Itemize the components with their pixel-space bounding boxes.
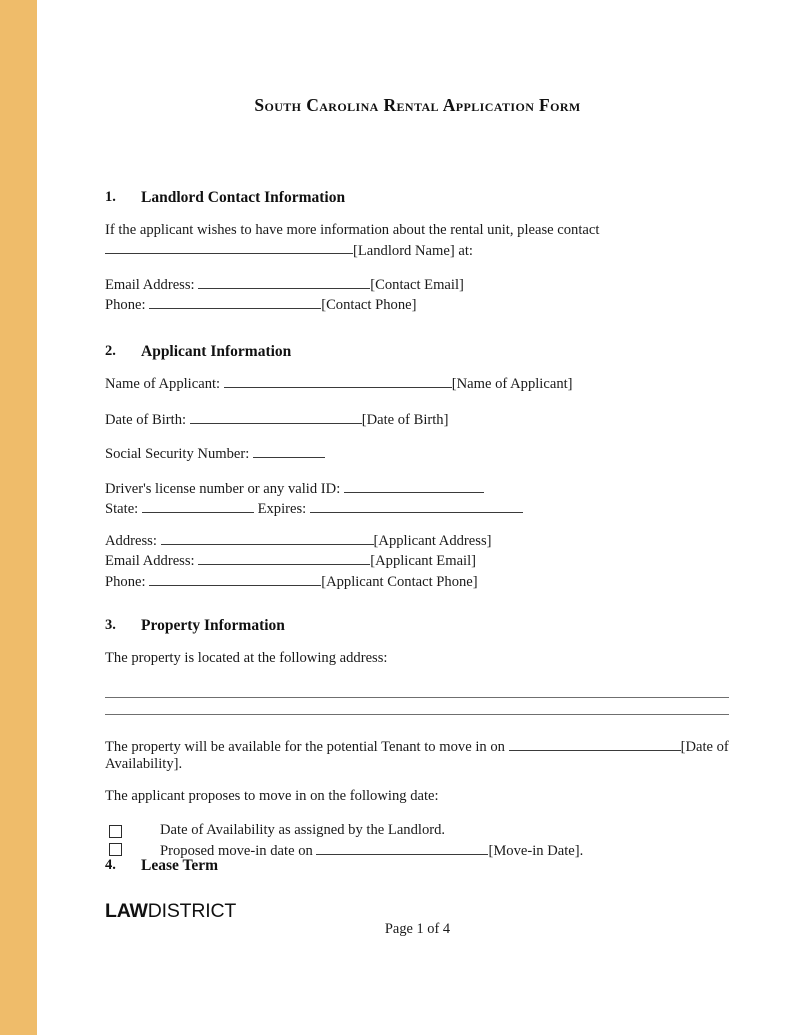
- landlord-phone-tag: [Contact Phone]: [321, 297, 417, 314]
- checkbox-icon[interactable]: [109, 825, 122, 838]
- availability-paragraph: [105, 736, 730, 774]
- logo-law-text: LAW: [105, 900, 148, 922]
- availability-tag-cont: Availability].: [105, 756, 183, 773]
- applicant-ssn-row: [105, 443, 730, 463]
- landlord-email-label: Email Address:: [105, 276, 195, 293]
- section-4-title: Lease Term: [141, 857, 219, 874]
- applicant-address-tag: [Applicant Address]: [373, 532, 492, 549]
- landlord-phone-label: Phone:: [105, 297, 146, 314]
- landlord-contact-block: [105, 274, 730, 315]
- section-1-title: Landlord Contact Information: [141, 189, 346, 206]
- applicant-email-tag: [Applicant Email]: [370, 553, 477, 570]
- applicant-license-block: [105, 478, 730, 519]
- applicant-ssn-label: Social Security Number:: [105, 445, 250, 462]
- landlord-intro-paragraph: [105, 222, 730, 260]
- applicant-dob-blank[interactable]: [190, 409, 362, 424]
- property-address-line-2[interactable]: [105, 714, 729, 715]
- section-2-title: Applicant Information: [141, 343, 292, 360]
- applicant-name-row: [105, 373, 730, 393]
- section-3-number: 3.: [105, 617, 116, 633]
- landlord-email-blank[interactable]: [198, 274, 370, 289]
- property-address-line-1[interactable]: [105, 697, 729, 698]
- applicant-email-label: Email Address:: [105, 553, 195, 570]
- section-4-heading: [105, 856, 730, 875]
- property-address-intro: [105, 650, 730, 668]
- section-1-heading: [105, 188, 730, 207]
- page-number: Page 1 of 4: [384, 921, 451, 937]
- applicant-name-tag: [Name of Applicant]: [451, 375, 573, 392]
- section-3-heading: [105, 616, 730, 635]
- section-2-heading: [105, 342, 730, 361]
- availability-text: The property will be available for the potential Tenant to move in on: [105, 738, 505, 755]
- applicant-state-label: State:: [105, 501, 139, 518]
- availability-tag: [Date of: [680, 738, 729, 755]
- move-in-date-tag: [Move-in Date].: [488, 842, 584, 859]
- applicant-phone-blank[interactable]: [149, 571, 321, 586]
- applicant-address-label: Address:: [105, 532, 157, 549]
- move-in-date-blank[interactable]: [316, 840, 488, 855]
- applicant-state-blank[interactable]: [142, 498, 254, 513]
- move-in-option-availability[interactable]: [105, 822, 730, 840]
- applicant-address-blank[interactable]: [161, 530, 374, 545]
- landlord-name-blank[interactable]: [105, 240, 353, 255]
- applicant-phone-label: Phone:: [105, 573, 146, 590]
- applicant-ssn-blank[interactable]: [253, 443, 325, 458]
- section-1-number: 1.: [105, 189, 116, 205]
- landlord-email-tag: [Contact Email]: [370, 276, 464, 293]
- section-4-number: 4.: [105, 857, 116, 873]
- applicant-name-blank[interactable]: [224, 373, 452, 388]
- page-title: South Carolina Rental Application Form: [254, 95, 581, 115]
- applicant-name-label: Name of Applicant:: [105, 375, 221, 392]
- move-in-option-proposed-label: Proposed move-in date on: [160, 842, 313, 859]
- move-in-option-availability-label: Date of Availability as assigned by the Landlord.: [160, 822, 446, 838]
- applicant-license-label: Driver's license number or any valid ID:: [105, 480, 341, 497]
- applicant-expires-label: Expires:: [257, 501, 307, 518]
- logo-district-text: DISTRICT: [147, 900, 237, 922]
- move-in-options-list: [105, 822, 730, 860]
- applicant-dob-tag: [Date of Birth]: [361, 411, 449, 428]
- section-2-number: 2.: [105, 343, 116, 359]
- checkbox-icon[interactable]: [109, 843, 122, 856]
- applicant-contact-block: [105, 530, 730, 591]
- property-address-intro-text: The property is located at the following address:: [105, 650, 388, 666]
- applicant-dob-row: [105, 409, 730, 429]
- availability-date-blank[interactable]: [509, 736, 681, 751]
- landlord-name-tag: [Landlord Name] at:: [353, 242, 473, 259]
- propose-move-in-text: The applicant proposes to move in on the following date:: [105, 788, 439, 804]
- section-3-title: Property Information: [141, 617, 285, 634]
- applicant-dob-label: Date of Birth:: [105, 411, 187, 428]
- applicant-email-blank[interactable]: [198, 550, 370, 565]
- applicant-expires-blank[interactable]: [310, 498, 523, 513]
- lawdistrict-logo: [105, 900, 236, 923]
- applicant-phone-tag: [Applicant Contact Phone]: [321, 573, 478, 590]
- landlord-phone-blank[interactable]: [149, 294, 321, 309]
- propose-move-in-paragraph: [105, 788, 730, 806]
- landlord-intro-text: If the applicant wishes to have more information about the rental unit, please contact: [105, 222, 600, 238]
- applicant-license-blank[interactable]: [344, 478, 484, 493]
